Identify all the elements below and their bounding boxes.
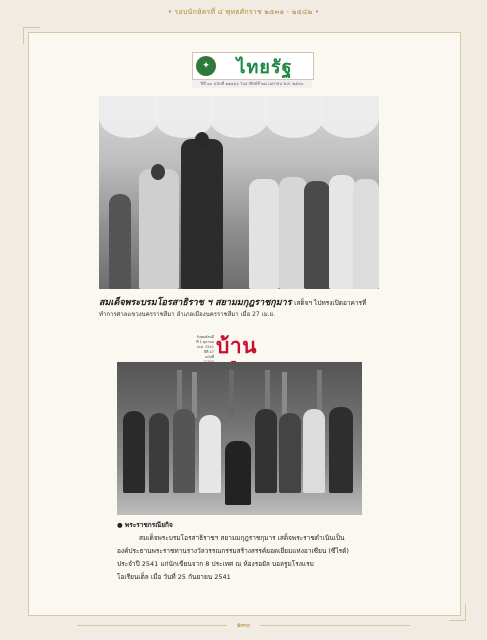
figure-silhouette: [329, 407, 353, 493]
news-photo-2: [117, 362, 362, 515]
photo-caption-1: [99, 297, 399, 321]
footer-rule: [77, 625, 227, 626]
masthead-bar: [192, 52, 314, 80]
drape: [154, 96, 214, 138]
figure-silhouette: [249, 179, 279, 289]
drape: [99, 96, 159, 138]
figure-silhouette: [123, 411, 145, 493]
caption-line: องค์ประธานพระราชทานรางวัลวรรณกรรมสร้างสรรค์ยอดเยี่ยมแห่งอาเซียน (ซีไรต์): [117, 547, 349, 555]
page-footer: [0, 618, 487, 632]
figure-silhouette: [353, 179, 379, 289]
figure-silhouette: [279, 413, 301, 493]
newspaper-masthead-banmuang: [196, 333, 296, 359]
caption-line: ประจำปี 2541 แก่นักเขียนจาก 8 ประเทศ ณ ห้องรอยัล บอลรูมโรงแรม: [117, 560, 314, 568]
photo-caption-2: [117, 519, 377, 584]
figure-silhouette: [181, 139, 223, 289]
figure-silhouette: [149, 413, 169, 493]
drape: [264, 96, 324, 138]
figure-silhouette: [255, 409, 277, 493]
drape: [319, 96, 379, 138]
figure-silhouette: [199, 415, 221, 493]
figure-silhouette: [109, 194, 131, 289]
figure-head: [195, 132, 209, 148]
header-text: • รอบนักษัตรที่ ๔ พุทธศักราช ๒๕๓๑ - ๒๕๔๒ •: [167, 7, 320, 16]
seated-figure: [225, 441, 251, 505]
caption-line: สมเด็จพระบรมโอรสาธิราชฯ สยามมกุฎราชกุมาร เสด็จพระราชดำเนินเป็น: [139, 534, 345, 542]
caption-line: โอเรียนเต็ล เมื่อ วันที่ 25 กันยายน 2541: [117, 573, 231, 581]
masthead-title: บ้าน: [216, 333, 257, 358]
caption-line: ทำการศาลแขวงนครราชสีมา อำเภอเมืองนครราชสีมา เมื่อ 27 เม.ย.: [99, 311, 275, 318]
news-photo-1: [99, 96, 379, 289]
footer-rule: [260, 625, 410, 626]
caption-name: สมเด็จพระบรมโอรสาธิราช ฯ สยามมกุฎราชกุมาร: [99, 298, 292, 308]
figure-silhouette: [173, 409, 195, 493]
flag: [282, 372, 287, 418]
figure-silhouette: [304, 181, 330, 289]
figure-silhouette: [303, 409, 325, 493]
page-number: ๑๓๐: [236, 620, 251, 629]
drape: [209, 96, 269, 138]
masthead-subline: ปีที่ ๔๐ ฉบับที่ ๑๒๔๖๖ วันอาทิตย์ที่ ๒๘ เมษายน พ.ศ. ๒๕๔๐: [192, 80, 312, 88]
page-header: [0, 0, 487, 24]
masthead-title: ไทยรัฐ: [236, 56, 293, 78]
figure-silhouette: [329, 175, 355, 289]
caption-heading: ● พระราชกรณียกิจ: [117, 521, 173, 529]
newspaper-masthead-thairath: [192, 52, 312, 90]
figure-silhouette: [279, 177, 307, 289]
flag: [229, 370, 234, 418]
figure-head: [151, 164, 165, 180]
masthead-dateline: วันพฤหัสบดี ที่ 1 ตุลาคม พ.ศ. 2541 ปีที่ 47 ฉบับที่: [196, 335, 214, 359]
flag: [192, 372, 197, 418]
caption-rest: เสด็จฯ ไปทรงเปิดอาคารที่: [294, 299, 367, 307]
emblem-icon: ✦: [196, 56, 216, 76]
figure-silhouette: [139, 169, 179, 289]
